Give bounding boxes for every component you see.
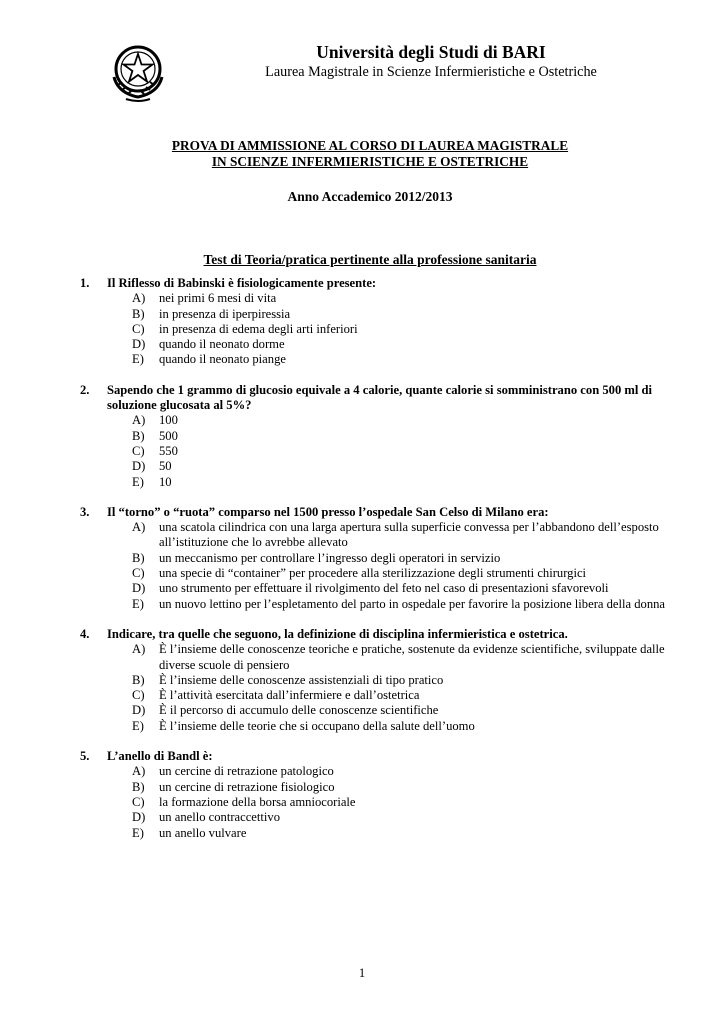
questions-list: [80, 276, 700, 856]
option-text: un anello contraccettivo: [159, 810, 280, 825]
answer-option: [80, 413, 700, 428]
answer-option: [80, 642, 700, 673]
answer-option: [80, 566, 700, 581]
option-letter: C): [132, 794, 145, 809]
answer-option: [80, 459, 700, 474]
option-letter: D): [132, 581, 146, 596]
answer-option: [80, 673, 700, 688]
question-number: 2.: [80, 382, 90, 397]
option-letter: D): [132, 337, 146, 352]
answer-option: [80, 719, 700, 734]
option-letter: B): [132, 672, 145, 687]
option-letter: A): [132, 291, 146, 306]
answer-option: [80, 352, 700, 367]
exam-title-line-1: PROVA DI AMMISSIONE AL CORSO DI LAUREA MAGISTRALE: [171, 138, 569, 153]
option-letter: C): [132, 566, 145, 581]
option-letter: C): [132, 688, 145, 703]
answer-option: [80, 581, 700, 596]
answer-option: [80, 307, 700, 322]
option-letter: B): [132, 550, 145, 565]
option-letter: D): [132, 459, 146, 474]
option-letter: D): [132, 703, 146, 718]
answer-option: [80, 429, 700, 444]
option-text: quando il neonato piange: [159, 352, 286, 367]
answer-option: [80, 826, 700, 841]
university-name: Università degli Studi di BARI: [316, 42, 546, 62]
question-text: Indicare, tra quelle che seguono, la definizione di disciplina infermieristica e ostetrica.: [107, 626, 568, 641]
option-letter: E): [132, 474, 144, 489]
option-text: 10: [159, 474, 172, 489]
option-text: un meccanismo per controllare l’ingresso degli operatori in servizio: [159, 550, 501, 565]
option-text: in presenza di edema degli arti inferiori: [159, 321, 358, 336]
option-text: la formazione della borsa amniocoriale: [159, 794, 356, 809]
option-text: quando il neonato dorme: [159, 337, 285, 352]
option-text: un cercine di retrazione fisiologico: [159, 779, 335, 794]
answer-option: [80, 780, 700, 795]
option-text: uno strumento per effettuare il rivolgimento del feto nel caso di presentazioni sfavorevoli: [159, 581, 609, 596]
page-number: 1: [358, 966, 366, 980]
question-2: [80, 383, 700, 490]
option-text: È l’insieme delle conoscenze teoriche e pratiche, sostenute da evidenze scientifiche, sviluppate dalle diverse scuole di pensiero: [159, 642, 665, 672]
academic-year: Anno Accademico 2012/2013: [287, 189, 453, 204]
option-text: un cercine di retrazione patologico: [159, 764, 334, 779]
answer-option: [80, 551, 700, 566]
republic-emblem-icon: [108, 41, 168, 103]
answer-option: [80, 322, 700, 337]
option-letter: E): [132, 825, 144, 840]
question-number: 3.: [80, 504, 90, 519]
option-letter: A): [132, 520, 146, 535]
answer-option: [80, 444, 700, 459]
course-name: Laurea Magistrale in Scienze Infermieristiche e Ostetriche: [265, 64, 597, 80]
option-text: È il percorso di accumulo delle conoscenze scientifiche: [159, 703, 439, 718]
option-letter: A): [132, 764, 146, 779]
option-text: 100: [159, 413, 178, 428]
exam-title: [100, 138, 640, 170]
option-text: 50: [159, 459, 172, 474]
answer-option: [80, 703, 700, 718]
option-letter: B): [132, 428, 145, 443]
question-3: [80, 505, 700, 612]
question-5: [80, 749, 700, 841]
option-letter: E): [132, 718, 144, 733]
option-text: un nuovo lettino per l’espletamento del parto in ospedale per favorire la posizione libera della donna: [159, 596, 666, 611]
option-text: una specie di “container” per procedere alla sterilizzazione degli strumenti chirurgici: [159, 566, 587, 581]
option-letter: A): [132, 642, 146, 657]
option-text: 500: [159, 428, 178, 443]
answer-option: [80, 764, 700, 779]
option-text: 550: [159, 443, 178, 458]
question-text: L’anello di Bandl è:: [107, 749, 213, 764]
question-4: [80, 627, 700, 734]
option-text: un anello vulvare: [159, 825, 247, 840]
option-letter: C): [132, 443, 145, 458]
option-letter: C): [132, 321, 145, 336]
answer-option: [80, 795, 700, 810]
answer-option: [80, 291, 700, 306]
option-text: nei primi 6 mesi di vita: [159, 291, 277, 306]
option-letter: E): [132, 596, 144, 611]
option-text: È l’insieme delle conoscenze assistenziali di tipo pratico: [159, 672, 444, 687]
answer-option: [80, 597, 700, 612]
question-number: 1.: [80, 276, 90, 290]
option-text: È l’insieme delle teorie che si occupano della salute dell’uomo: [159, 718, 475, 733]
question-text: Il Riflesso di Babinski è fisiologicamente presente:: [107, 276, 377, 290]
answer-option: [80, 337, 700, 352]
option-letter: D): [132, 810, 146, 825]
question-text: Il “torno” o “ruota” comparso nel 1500 presso l’ospedale San Celso di Milano era:: [107, 504, 549, 519]
question-number: 5.: [80, 749, 90, 764]
option-text: È l’attività esercitata dall’infermiere e dall’ostetrica: [159, 688, 420, 703]
exam-title-line-2: IN SCIENZE INFERMIERISTICHE E OSTETRICHE: [211, 154, 529, 169]
option-letter: A): [132, 413, 146, 428]
option-letter: E): [132, 352, 144, 367]
answer-option: [80, 475, 700, 490]
answer-option: [80, 810, 700, 825]
option-letter: B): [132, 779, 145, 794]
option-text: una scatola cilindrica con una larga apertura sulla superficie convessa per l’abbandono dell’esposto all’istituzione che lo avrebbe allevato: [159, 520, 659, 550]
question-1: [80, 276, 700, 368]
question-number: 4.: [80, 626, 90, 641]
answer-option: [80, 520, 700, 551]
option-letter: B): [132, 306, 145, 321]
answer-option: [80, 688, 700, 703]
section-title: Test di Teoria/pratica pertinente alla professione sanitaria: [203, 252, 537, 267]
option-text: in presenza di iperpiressia: [159, 306, 291, 321]
question-text: Sapendo che 1 grammo di glucosio equivale a 4 calorie, quante calorie si somministrano con 500 ml di soluzione glucosata al 5%?: [107, 382, 653, 413]
